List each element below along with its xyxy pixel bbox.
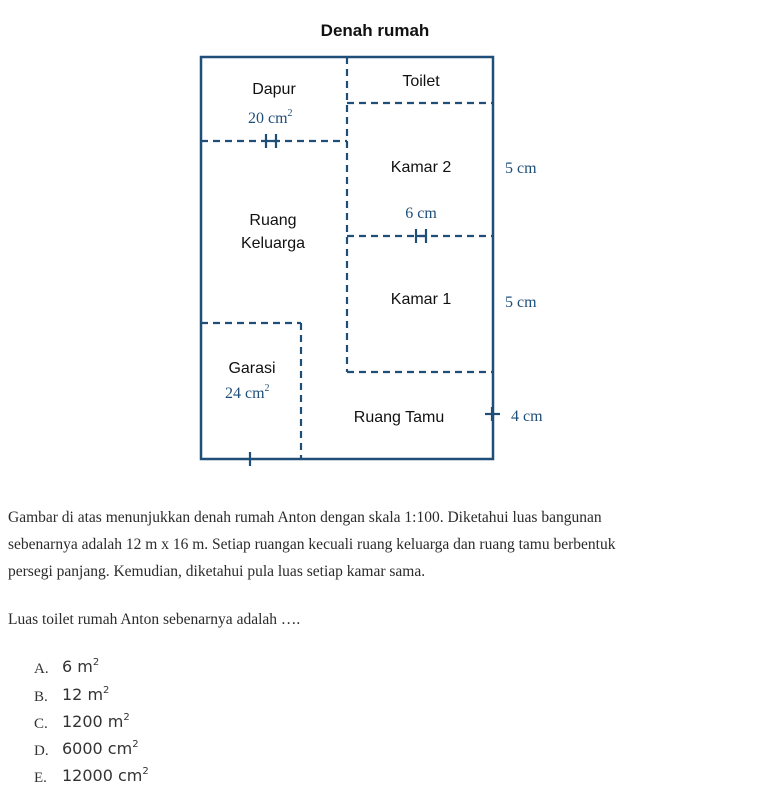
diagram-title: Denah rumah bbox=[320, 21, 430, 40]
option-value: 12000 $cm^2$ bbox=[62, 766, 149, 785]
option-letter: D. bbox=[34, 743, 49, 759]
option-letter: C. bbox=[34, 716, 48, 732]
room-ruang-keluarga-label-2: Keluarga bbox=[240, 235, 306, 252]
room-kamar2-label: Kamar 2 bbox=[390, 159, 452, 176]
garasi-area: 24 $cm^2$ bbox=[225, 383, 270, 402]
kamar-width-label: 6 cm bbox=[405, 205, 437, 222]
ruang-tamu-height-label: 4 cm bbox=[511, 408, 543, 425]
room-dapur-label: Dapur bbox=[252, 81, 296, 98]
kamar1-height-label: 5 cm bbox=[505, 294, 537, 311]
dapur-area: 20 $cm^2$ bbox=[248, 108, 293, 127]
kamar2-height-label: 5 cm bbox=[505, 160, 537, 177]
option-letter: A. bbox=[34, 661, 49, 677]
question-paragraph-line-2: sebenarnya adalah 12 m x 16 m. Setiap ruangan kecuali ruang keluarga dan ruang tamu berbentuk bbox=[8, 536, 616, 553]
question-paragraph-line-1: Gambar di atas menunjukkan denah rumah Anton dengan skala 1:100. Diketahui luas bangunan bbox=[8, 509, 602, 526]
option-value: 12 $m^2$ bbox=[62, 685, 110, 704]
question-paragraph-line-3: persegi panjang. Kemudian, diketahui pula luas setiap kamar sama. bbox=[8, 563, 426, 580]
option-letter: B. bbox=[34, 689, 48, 705]
option-value: 6000 $cm^2$ bbox=[62, 739, 139, 758]
room-ruang-tamu-label: Ruang Tamu bbox=[353, 409, 445, 426]
room-kamar1-label: Kamar 1 bbox=[390, 291, 452, 308]
option-letter: E. bbox=[34, 770, 47, 786]
question-prompt: Luas toilet rumah Anton sebenarnya adalah …. bbox=[8, 611, 301, 628]
room-toilet-label: Toilet bbox=[402, 73, 440, 90]
room-garasi-label: Garasi bbox=[228, 360, 276, 377]
room-ruang-keluarga-label-1: Ruang bbox=[249, 212, 297, 229]
option-value: 1200 $m^2$ bbox=[62, 712, 130, 731]
option-value: 6 $m^2$ bbox=[62, 657, 100, 676]
